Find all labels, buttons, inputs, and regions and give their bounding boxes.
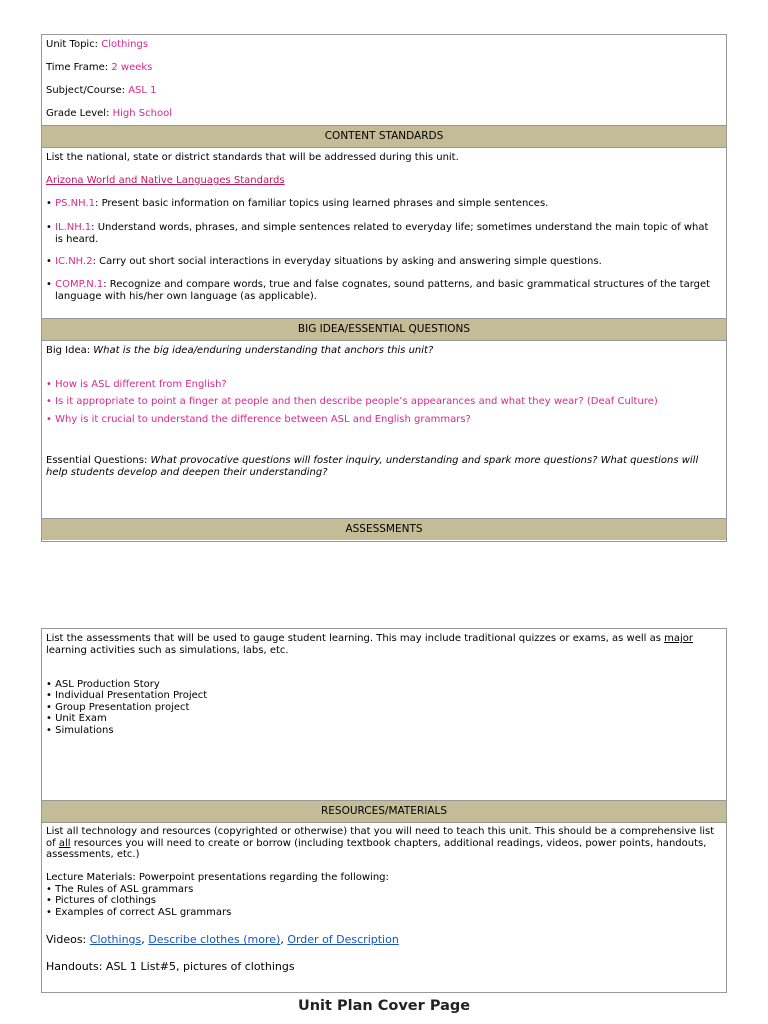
grade-level-row: Grade Level: High School [46,108,172,119]
resources-intro: List all technology and resources (copyrighted or otherwise) that you will need to teach this unit. This should be a comprehensive list of all resources you will need to create or borrow (including textbook chapters, additional readings, videos, power points, handouts, assessments, etc.) [46,826,715,860]
lecture-item: • The Rules of ASL grammars [46,884,194,895]
standard-item: • COMP.N.1: Recognize and compare words, true and false cognates, sound patterns, and basic grammatical structures of the target language with his/her own language (as applicable). [46,279,711,302]
resources-header: RESOURCES/MATERIALS [42,800,726,823]
handouts-row: Handouts: ASL 1 List#5, pictures of clothings [46,960,295,973]
lecture-item: • Pictures of clothings [46,895,157,906]
essential-question-item: • Why is it crucial to understand the difference between ASL and English grammars? [46,414,471,425]
standard-code: PS.NH.1 [55,198,96,209]
unit-plan-table-bottom [41,628,727,993]
big-idea-header: BIG IDEA/ESSENTIAL QUESTIONS [42,318,726,341]
grade-level-value: High School [112,108,172,119]
assessments-intro: List the assessments that will be used to gauge student learning. This may include traditional quizzes or exams, as well as major learning activities such as simulations, labs, etc. [46,633,694,656]
essential-question-item: • How is ASL different from English? [46,379,227,390]
assessment-item: • Unit Exam [46,713,107,724]
standard-item: • PS.NH.1: Present basic information on familiar topics using learned phrases and simple sentences. [46,198,549,209]
standards-intro: List the national, state or district standards that will be addressed during this unit. [46,152,459,163]
big-idea-row: Big Idea: What is the big idea/enduring understanding that anchors this unit? [46,345,434,356]
assessment-item: • Simulations [46,725,114,736]
video-link-clothings[interactable]: Clothings [89,933,142,946]
page-footer-title: Unit Plan Cover Page [297,998,471,1014]
standard-item: • IC.NH.2: Carry out short social interactions in everyday situations by asking and answering simple questions. [46,256,602,267]
standards-link[interactable]: Arizona World and Native Languages Standards [46,175,285,186]
time-frame-row: Time Frame: 2 weeks [46,62,153,73]
video-link-describe-clothes[interactable]: Describe clothes (more) [148,933,281,946]
standard-code: IL.NH.1 [55,222,92,233]
lecture-item: • Examples of correct ASL grammars [46,907,232,918]
standard-code: IC.NH.2 [55,256,93,267]
assessments-header: ASSESSMENTS [42,518,726,540]
video-link-order-of-description[interactable]: Order of Description [287,933,399,946]
videos-row: Videos: Clothings, Describe clothes (more), Order of Description [46,933,399,946]
subject-value: ASL 1 [128,85,157,96]
assessment-item: • ASL Production Story [46,679,160,690]
unit-topic-value: Clothings [101,39,149,50]
subject-row: Subject/Course: ASL 1 [46,85,157,96]
assessment-item: • Group Presentation project [46,702,190,713]
content-standards-header: CONTENT STANDARDS [42,125,726,148]
unit-plan-table-top [41,34,727,542]
essential-questions-row: Essential Questions: What provocative questions will foster inquiry, understanding and spark more questions? What questions will help students develop and deepen their understanding? [46,455,699,478]
standard-code: COMP.N.1 [55,279,104,290]
time-frame-value: 2 weeks [111,62,153,73]
unit-topic-row: Unit Topic: Clothings [46,39,149,50]
assessment-item: • Individual Presentation Project [46,690,208,701]
lecture-materials: Lecture Materials: Powerpoint presentations regarding the following: [46,872,389,883]
essential-question-item: • Is it appropriate to point a finger at people and then describe people’s appearances and what they wear? (Deaf Culture) [46,396,658,407]
standard-item: • IL.NH.1: Understand words, phrases, and simple sentences related to everyday life; sometimes understand the main topic of what is heard. [46,222,709,245]
standards-link-row [46,175,718,187]
